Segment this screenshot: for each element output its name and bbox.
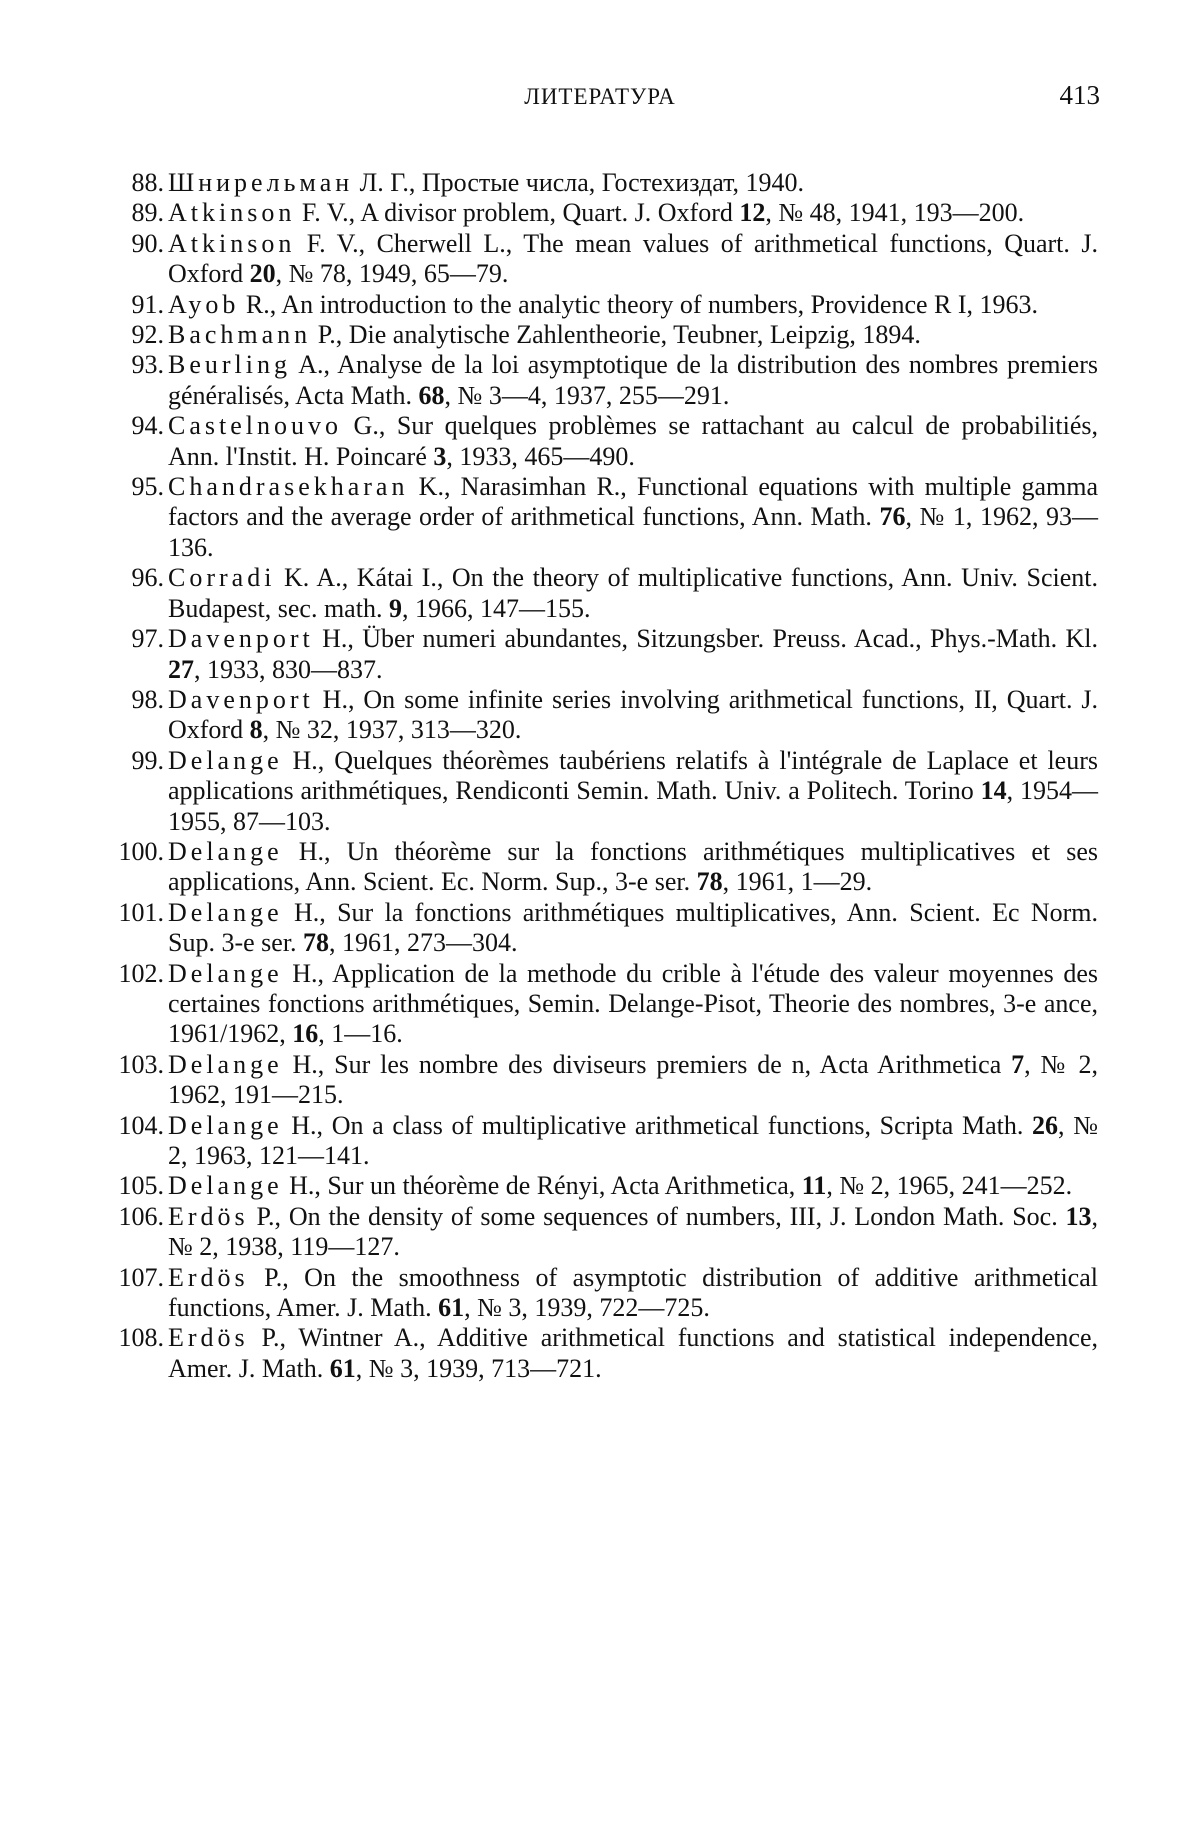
- reference-details: , № 48, 1941, 193—200.: [765, 198, 1025, 228]
- reference-details: , № 2, 1938, 119—127.: [168, 1201, 1098, 1262]
- reference-text: R., An introduction to the analytic theory of numbers, Providence R I, 1963.: [239, 289, 1039, 319]
- reference-text: H., Sur un théorème de Rényi, Acta Arithmetica,: [282, 1171, 802, 1201]
- reference-text: H., Sur la fonctions arithmétiques multiplicatives, Ann. Scient. Ec Norm. Sup. 3-e ser.: [168, 897, 1098, 958]
- reference-author: Delange: [168, 836, 283, 866]
- reference-number: 102.: [118, 958, 164, 988]
- reference-number: 93.: [131, 350, 164, 380]
- reference-text: P., On the smoothness of asymptotic distribution of additive arithmetical functions, Amer. J. Math.: [168, 1262, 1098, 1323]
- reference-text: H., Un théorème sur la fonctions arithmétiques multiplicatives et ses applications, Ann. Scient. Ec. Norm. Sup., 3-e ser.: [168, 836, 1098, 897]
- reference-volume: 13: [1065, 1201, 1092, 1231]
- reference-entry: [131, 228, 1098, 290]
- reference-details: , № 1, 1962, 93—136.: [168, 502, 1098, 562]
- reference-entry: [131, 684, 1098, 746]
- reference-author: Chandrasekharan: [168, 472, 409, 502]
- reference-author: Davenport: [168, 684, 314, 714]
- reference-number: 95.: [131, 472, 164, 502]
- reference-entry: [131, 472, 1098, 563]
- reference-number: 91.: [131, 289, 164, 319]
- reference-author: Delange: [168, 745, 283, 775]
- reference-author: Bachmann: [168, 320, 312, 350]
- page-number: 413: [1059, 80, 1100, 110]
- reference-text: H., Quelques théorèmes taubériens relatifs à l'intégrale de Laplace et leurs applications arithmétiques, Rendiconti Semin. Math. Univ. a Politech. Torino: [168, 745, 1098, 806]
- reference-number: 94.: [131, 411, 164, 441]
- reference-volume: 68: [418, 380, 445, 410]
- reference-entry: [131, 198, 1098, 228]
- reference-entry: [118, 897, 1098, 959]
- reference-volume: 26: [1032, 1110, 1059, 1140]
- reference-author: Delange: [168, 1110, 283, 1140]
- reference-volume: 8: [249, 715, 263, 745]
- reference-author: Beurling: [168, 350, 291, 380]
- reference-author: Delange: [168, 1049, 283, 1079]
- running-title: ЛИТЕРАТУРА: [524, 84, 676, 109]
- reference-text: G., Sur quelques problèmes se rattachant au calcul de probabilitiés, Ann. l'Instit. H. Poincaré: [168, 411, 1098, 471]
- reference-entry: [118, 1262, 1098, 1324]
- reference-author: Erdös: [168, 1262, 249, 1292]
- reference-number: 101.: [118, 897, 164, 927]
- reference-details: , № 2, 1962, 191—215.: [168, 1049, 1099, 1110]
- reference-volume: 27: [168, 654, 194, 684]
- reference-entry: [118, 1049, 1099, 1111]
- reference-volume: 16: [292, 1019, 319, 1049]
- reference-number: 98.: [131, 684, 164, 714]
- reference-text: P., Wintner A., Additive arithmetical functions and statistical independence, Amer. J. Math.: [168, 1323, 1098, 1383]
- reference-entry: [118, 1323, 1098, 1384]
- reference-text: F. V., A divisor problem, Quart. J. Oxford: [295, 198, 740, 228]
- reference-text: H., On some infinite series involving arithmetical functions, II, Quart. J. Oxford: [168, 684, 1098, 745]
- reference-entry: [131, 624, 1098, 685]
- reference-author: Delange: [168, 958, 283, 988]
- reference-number: 96.: [131, 563, 164, 593]
- reference-volume: 7: [1011, 1049, 1025, 1079]
- reference-text: H., On a class of multiplicative arithmetical functions, Scripta Math.: [282, 1110, 1033, 1140]
- reference-entry: [131, 411, 1098, 472]
- reference-text: Л. Г., Простые числа, Гостехиздат, 1940.: [353, 168, 804, 197]
- reference-entry: [131, 745, 1098, 837]
- reference-volume: 12: [739, 198, 766, 228]
- reference-details: , 1933, 465—490.: [446, 441, 635, 471]
- reference-author: Ayob: [168, 289, 240, 319]
- reference-text: K. A., Kátai I., On the theory of multiplicative functions, Ann. Univ. Scient. Budapest, sec. math.: [168, 563, 1098, 623]
- reference-entry: [131, 289, 1098, 320]
- running-header: [0, 78, 1200, 118]
- reference-details: , 1966, 147—155.: [401, 593, 591, 623]
- reference-text: H., Sur les nombre des diviseurs premiers de n, Acta Arithmetica: [282, 1049, 1012, 1079]
- reference-volume: 11: [801, 1171, 827, 1201]
- reference-details: , № 78, 1949, 65—79.: [275, 259, 509, 289]
- reference-details: , № 32, 1937, 313—320.: [262, 715, 522, 745]
- reference-details: , № 3—4, 1937, 255—291.: [444, 380, 730, 410]
- reference-entry: [118, 836, 1098, 898]
- reference-volume: 20: [249, 259, 276, 289]
- reference-number: 105.: [118, 1171, 164, 1201]
- reference-details: , № 2, 1965, 241—252.: [826, 1171, 1073, 1201]
- reference-volume: 78: [303, 928, 330, 958]
- reference-volume: 14: [980, 776, 1007, 806]
- reference-details: , 1954—1955, 87—103.: [168, 776, 1098, 836]
- reference-volume: 61: [438, 1293, 465, 1323]
- reference-author: Atkinson: [168, 198, 296, 228]
- reference-author: Corradi: [168, 563, 276, 593]
- reference-text: P., On the density of some sequences of numbers, III, J. London Math. Soc.: [248, 1201, 1066, 1231]
- reference-volume: 3: [433, 441, 447, 471]
- reference-author: Castelnouvo: [168, 411, 342, 441]
- reference-entry: [131, 350, 1098, 411]
- reference-number: 104.: [118, 1110, 164, 1140]
- reference-author: Erdös: [168, 1323, 249, 1353]
- reference-text: F. V., Cherwell L., The mean values of arithmetical functions, Quart. J. Oxford: [168, 228, 1098, 289]
- reference-author: Atkinson: [168, 228, 296, 258]
- reference-entry: [118, 1201, 1098, 1263]
- reference-details: , № 2, 1963, 121—141.: [168, 1110, 1098, 1170]
- reference-author: Delange: [168, 897, 283, 927]
- reference-text: H., Application de la methode du crible à l'étude des valeur moyennes des certaines fonctions arithmétiques, Semin. Delange-Pisot, Theorie des nombres, 3-e ance, 1961/1962,: [168, 958, 1098, 1049]
- reference-number: 92.: [131, 320, 164, 350]
- reference-number: 106.: [118, 1201, 164, 1231]
- reference-details: , 1—16.: [318, 1019, 403, 1049]
- reference-number: 108.: [118, 1323, 164, 1353]
- reference-entry: [118, 1110, 1098, 1172]
- reference-volume: 78: [696, 867, 723, 897]
- reference-author: Erdös: [168, 1201, 249, 1231]
- reference-text: K., Narasimhan R., Functional equations with multiple gamma factors and the average order of arithmetical functions, Ann. Math.: [168, 472, 1098, 532]
- reference-number: 103.: [118, 1049, 164, 1079]
- reference-details: , 1933, 830—837.: [194, 654, 383, 684]
- reference-text: P., Die analytische Zahlentheorie, Teubner, Leipzig, 1894.: [311, 320, 921, 350]
- reference-volume: 9: [388, 593, 402, 623]
- reference-author: Шнирельман: [168, 168, 354, 197]
- reference-author: Davenport: [168, 624, 314, 654]
- reference-details: , № 3, 1939, 722—725.: [464, 1293, 710, 1323]
- reference-number: 90.: [131, 228, 164, 258]
- reference-entry: [131, 563, 1098, 624]
- reference-details: , 1961, 1—29.: [722, 867, 873, 897]
- reference-author: Delange: [168, 1171, 283, 1201]
- reference-text: A., Analyse de la loi asymptotique de la distribution des nombres premiers généralisés, Acta Math.: [168, 350, 1098, 410]
- reference-entry: [131, 168, 1098, 198]
- reference-entry: [118, 1171, 1098, 1201]
- reference-entry: [131, 320, 1098, 350]
- reference-details: , № 3, 1939, 713—721.: [355, 1353, 602, 1383]
- reference-number: 88.: [131, 168, 164, 197]
- reference-details: , 1961, 273—304.: [329, 928, 518, 958]
- reference-volume: 61: [329, 1353, 356, 1383]
- reference-number: 107.: [118, 1262, 164, 1292]
- reference-list: [118, 168, 1099, 1384]
- reference-number: 89.: [131, 198, 164, 228]
- reference-number: 99.: [131, 745, 164, 775]
- reference-entry: [118, 958, 1098, 1050]
- reference-number: 100.: [118, 836, 164, 866]
- reference-volume: 76: [879, 502, 906, 532]
- reference-number: 97.: [131, 624, 164, 654]
- reference-text: H., Über numeri abundantes, Sitzungsber. Preuss. Acad., Phys.-Math. Kl.: [313, 624, 1098, 654]
